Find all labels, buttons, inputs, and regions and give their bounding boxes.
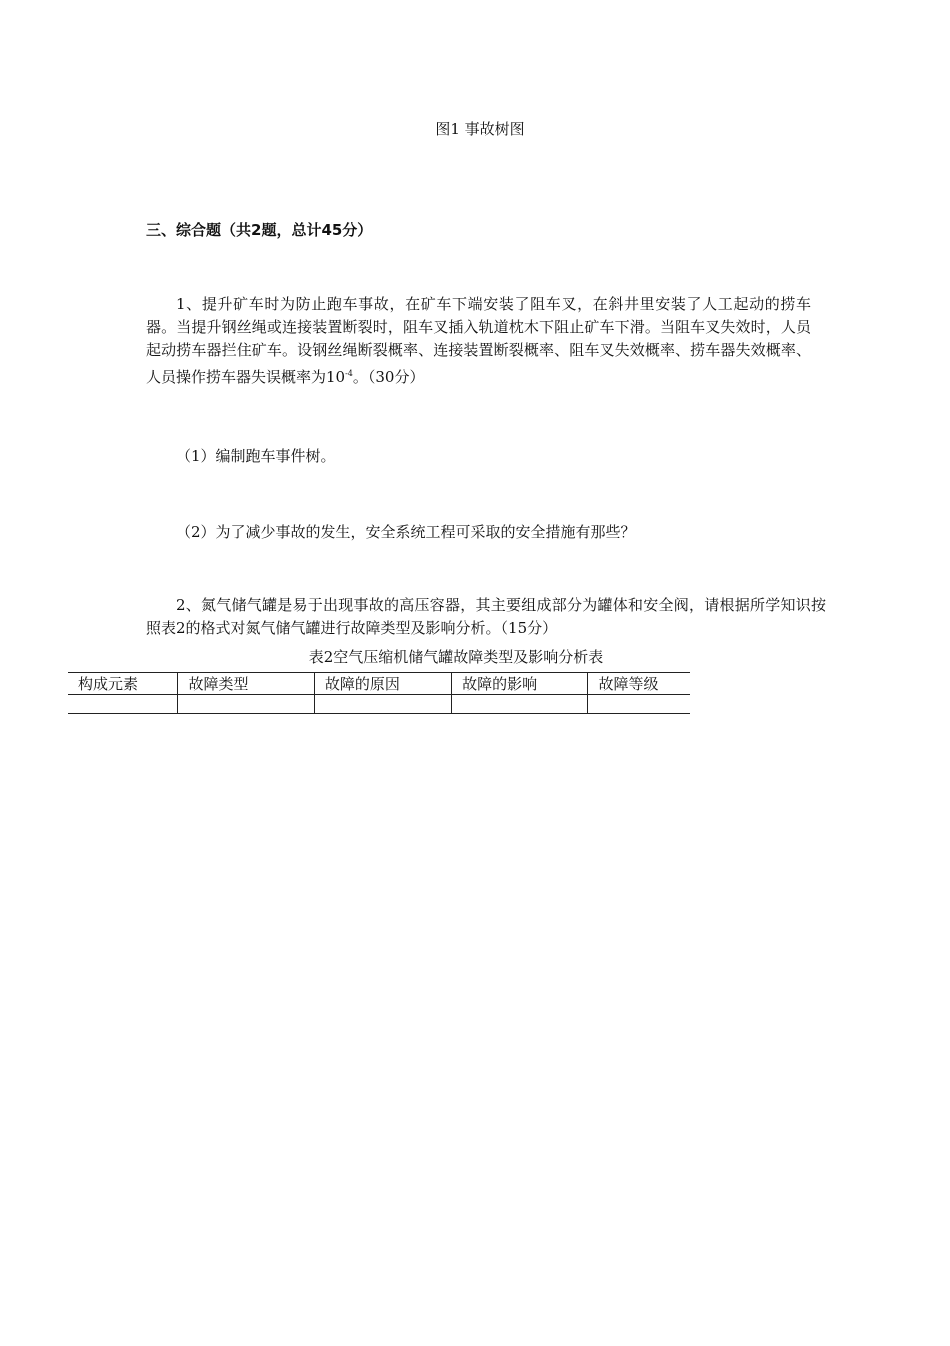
table-row [68, 695, 690, 714]
sub-question-2: （2）为了减少事故的发生，安全系统工程可采取的安全措施有那些？ [176, 523, 636, 541]
section-heading: 三、综合题（共2题，总计45分） [146, 221, 373, 239]
question-1-text: 1、提升矿车时为防止跑车事故，在矿车下端安装了阻车叉，在斜井里安装了人工起动的捞车器。当提升钢丝绳或连接装置断裂时，阻车叉插入轨道枕木下阻止矿车下滑。当阻车叉失效时，人员起动捞车器拦住矿车。设钢丝绳断裂概率、连接装置断裂概率、阻车叉失效概率、捞车器失效概率、人员操作捞车器失误概率为10 [146, 295, 811, 386]
question-1-exponent: -4 [345, 369, 353, 378]
figure-caption: 图1 事故树图 [435, 120, 525, 138]
table-cell [588, 695, 690, 714]
fmea-table [68, 672, 690, 714]
table-cell [314, 695, 451, 714]
sub-question-1: （1）编制跑车事件树。 [176, 447, 336, 465]
table-cell [178, 695, 314, 714]
table-header-cell: 故障类型 [178, 673, 314, 695]
table-header-row [68, 673, 690, 695]
table-header-cell: 故障的影响 [452, 673, 588, 695]
table-header-cell: 构成元素 [78, 675, 139, 693]
question-1-tail: 。（30分） [352, 368, 425, 386]
table-cell [452, 695, 588, 714]
table-header-cell: 故障等级 [588, 673, 690, 695]
table-cell [68, 695, 178, 714]
table-caption: 表2空气压缩机储气罐故障类型及影响分析表 [308, 648, 604, 666]
table-header-cell: 故障的原因 [314, 673, 451, 695]
question-1-paragraph [146, 293, 811, 389]
question-2-paragraph: 2、氮气储气罐是易于出现事故的高压容器，其主要组成部分为罐体和安全阀，请根据所学知识按照表2的格式对氮气储气罐进行故障类型及影响分析。（15分） [146, 596, 826, 637]
